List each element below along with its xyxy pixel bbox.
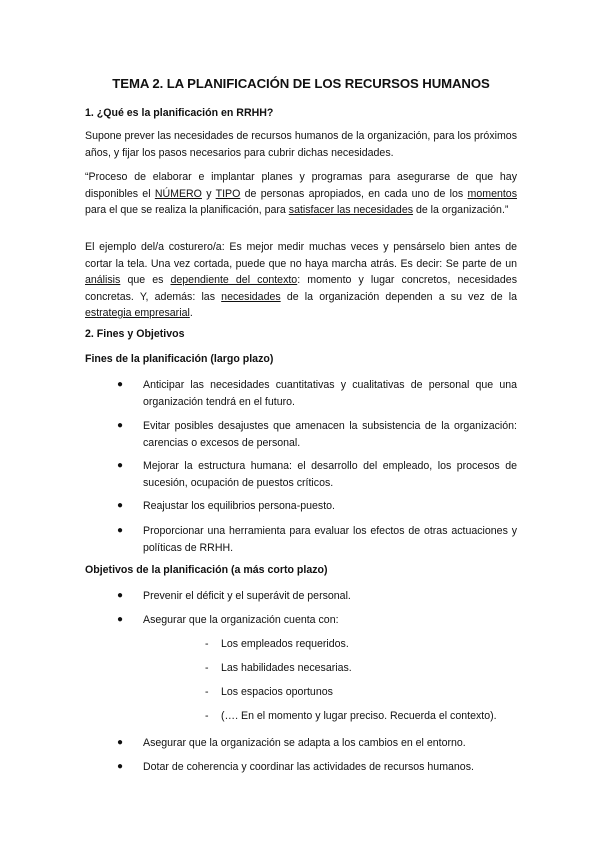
dash-marker: - <box>205 662 209 674</box>
fines-heading: Fines de la planificación (largo plazo) <box>85 353 274 365</box>
list-item: Prevenir el déficit y el superávit de personal. <box>143 590 351 602</box>
bullet-icon: ● <box>117 525 124 536</box>
bullet-icon: ● <box>117 379 124 390</box>
dash-marker: - <box>205 710 209 722</box>
list-item: Reajustar los equilibrios persona-puesto. <box>143 500 335 512</box>
sub-list-item: Las habilidades necesarias. <box>221 662 352 674</box>
bullet-icon: ● <box>117 590 124 601</box>
list-item: Evitar posibles desajustes que amenacen la subsistencia de la organización: carencias o excesos de personal. <box>143 420 517 449</box>
list-item: Dotar de coherencia y coordinar las actividades de recursos humanos. <box>143 761 474 773</box>
list-item: Mejorar la estructura humana: el desarrollo del empleado, los procesos de sucesión, ocupación de puestos críticos. <box>143 460 517 489</box>
document-title: TEMA 2. LA PLANIFICACIÓN DE LOS RECURSOS HUMANOS <box>112 76 490 91</box>
bullet-icon: ● <box>117 420 124 431</box>
tailor-example-paragraph: El ejemplo del/a costurero/a: Es mejor medir muchas veces y pensárselo bien antes de cortar la tela. Una vez cortada, puede que no haya marcha atrás. Es decir: Se parte de un análisis que es dependiente del contexto: momento y lugar concretos, necesidades concretas. Y, además: las necesidades de la organización dependen a su vez de la estrategia empresarial. <box>85 241 517 319</box>
list-item: Asegurar que la organización se adapta a los cambios en el entorno. <box>143 737 466 749</box>
list-item: Anticipar las necesidades cuantitativas y cualitativas de personal que una organización tendrá en el futuro. <box>143 379 517 408</box>
sub-list-item: Los espacios oportunos <box>221 686 333 698</box>
list-item: Proporcionar una herramienta para evaluar los efectos de otras actuaciones y políticas de RRHH. <box>143 525 517 554</box>
section-1-heading: 1. ¿Qué es la planificación en RRHH? <box>85 107 274 119</box>
bullet-icon: ● <box>117 737 124 748</box>
bullet-icon: ● <box>117 761 124 772</box>
bullet-icon: ● <box>117 500 124 511</box>
section-1-paragraph: Supone prever las necesidades de recursos humanos de la organización, para los próximos años, y fijar los pasos necesarios para cubrir dichas necesidades. <box>85 130 517 159</box>
bullet-icon: ● <box>117 460 124 471</box>
objetivos-heading: Objetivos de la planificación (a más corto plazo) <box>85 564 328 576</box>
definition-quote: “Proceso de elaborar e implantar planes y programas para asegurarse de que hay disponibles el NÚMERO y TIPO de personas apropiados, en cada uno de los momentos para el que se realiza la planificación, para satisfacer las necesidades de la organización.” <box>85 171 517 216</box>
bullet-icon: ● <box>117 614 124 625</box>
dash-marker: - <box>205 638 209 650</box>
sub-list-item: (…. En el momento y lugar preciso. Recuerda el contexto). <box>221 710 497 722</box>
sub-list-item: Los empleados requeridos. <box>221 638 349 650</box>
section-2-heading: 2. Fines y Objetivos <box>85 328 185 340</box>
list-item: Asegurar que la organización cuenta con: <box>143 614 339 626</box>
dash-marker: - <box>205 686 209 698</box>
